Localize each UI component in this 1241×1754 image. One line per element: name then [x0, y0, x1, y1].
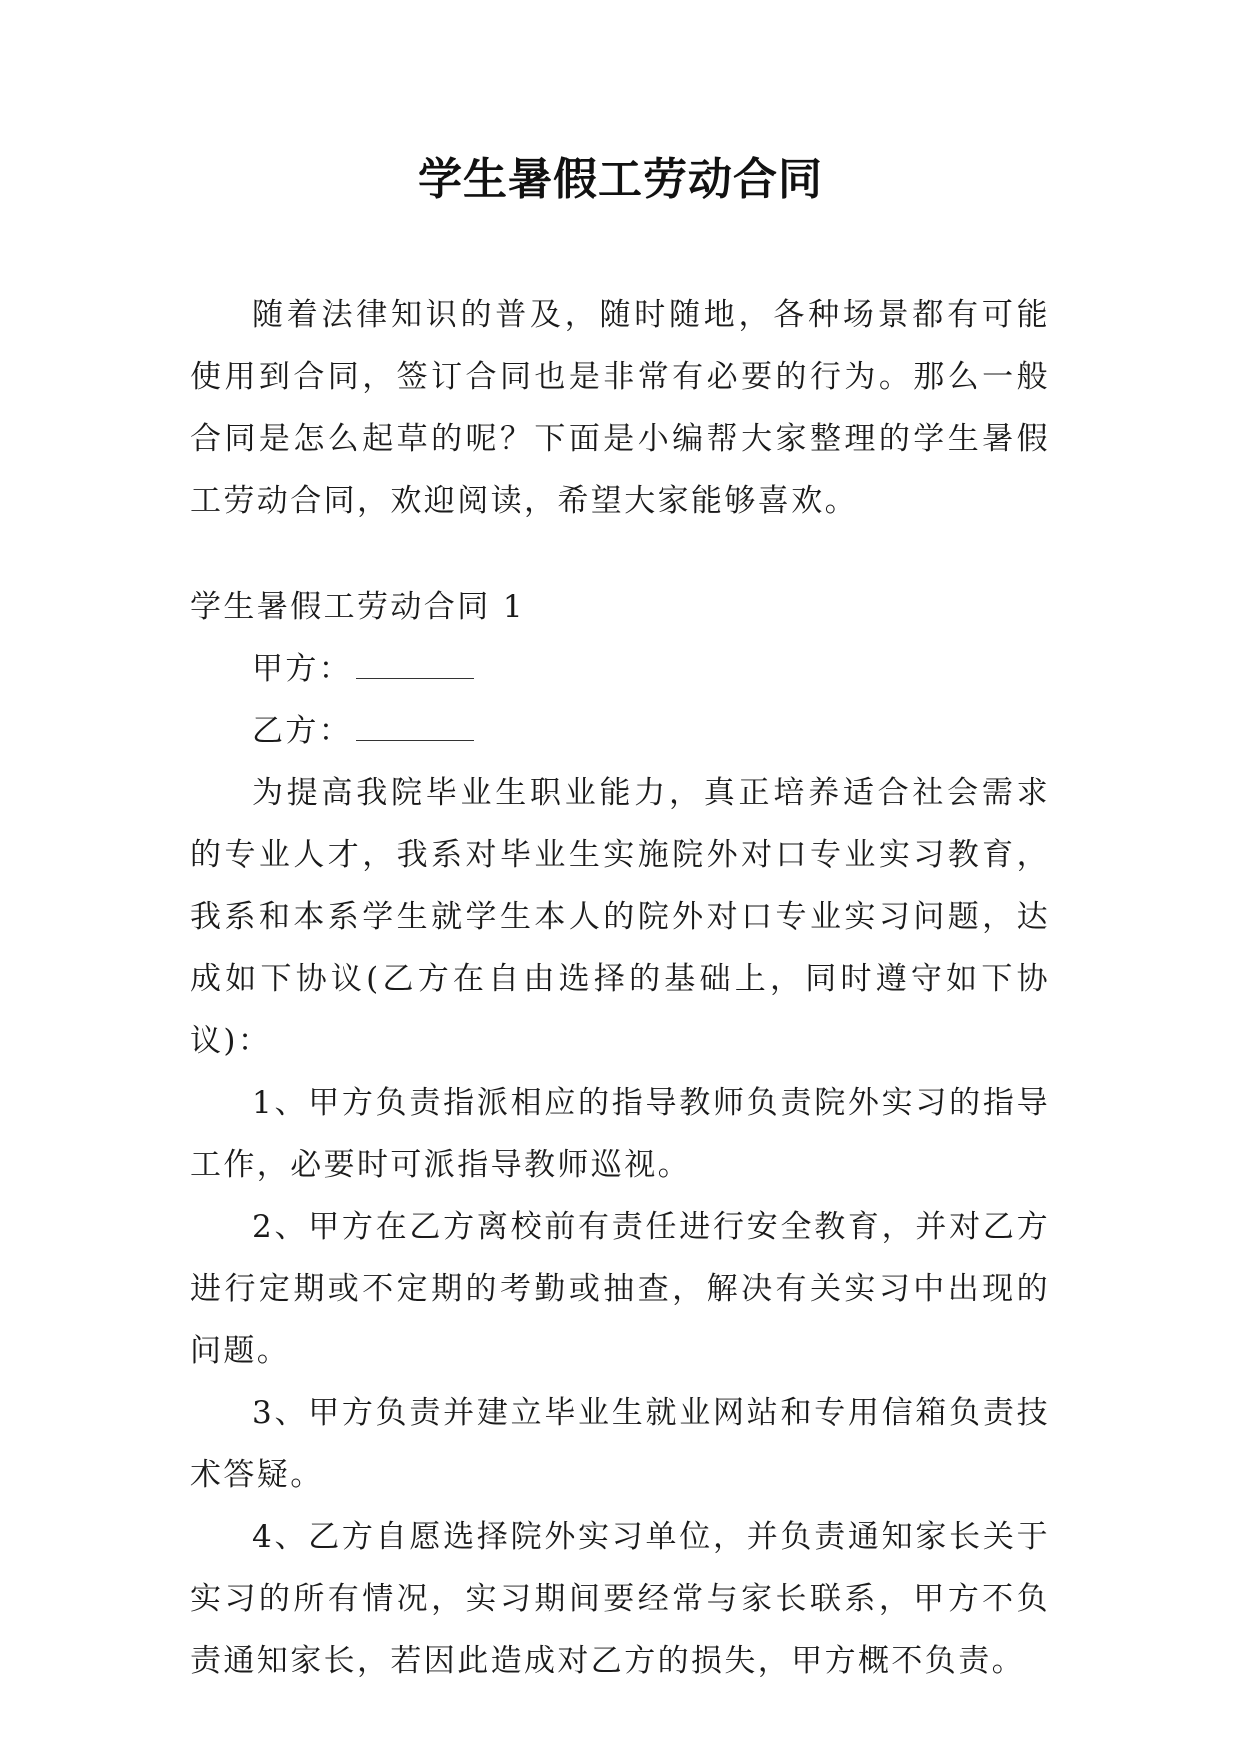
intro-block: [190, 284, 1050, 532]
clause-3: 3、甲方负责并建立毕业生就业网站和专用信箱负责技术答疑。: [190, 1395, 1050, 1493]
party-b-blank: [356, 718, 474, 741]
document-title: 学生暑假工劳动合同: [418, 154, 823, 205]
intro-paragraph: 随着法律知识的普及，随时随地，各种场景都有可能使用到合同，签订合同也是非常有必要的行为。那么一般合同是怎么起草的呢？下面是小编帮大家整理的学生暑假工劳动合同，欢迎阅读，希望大家能够喜欢。: [190, 297, 1050, 519]
clause-1: 1、甲方负责指派相应的指导教师负责院外实习的指导工作，必要时可派指导教师巡视。: [190, 1085, 1050, 1183]
clause-2: 2、甲方在乙方离校前有责任进行安全教育，并对乙方进行定期或不定期的考勤或抽查，解决有关实习中出现的问题。: [190, 1209, 1050, 1369]
party-a-label: 甲方：: [252, 651, 353, 687]
party-a-blank: [356, 656, 474, 679]
preamble-paragraph: 为提高我院毕业生职业能力，真正培养适合社会需求的专业人才，我系对毕业生实施院外对口专业实习教育，我系和本系学生就学生本人的院外对口专业实习问题，达成如下协议(乙方在自由选择的基础上，同时遵守如下协议)：: [190, 775, 1050, 1059]
section-heading: 学生暑假工劳动合同 1: [190, 589, 525, 625]
clause-4: 4、乙方自愿选择院外实习单位，并负责通知家长关于实习的所有情况，实习期间要经常与家长联系，甲方不负责通知家长，若因此造成对乙方的损失，甲方概不负责。: [190, 1519, 1050, 1679]
party-b-label: 乙方：: [252, 713, 353, 749]
contract-section: [190, 576, 1050, 1692]
party-a-line: [190, 638, 1050, 700]
party-b-line: [190, 700, 1050, 762]
